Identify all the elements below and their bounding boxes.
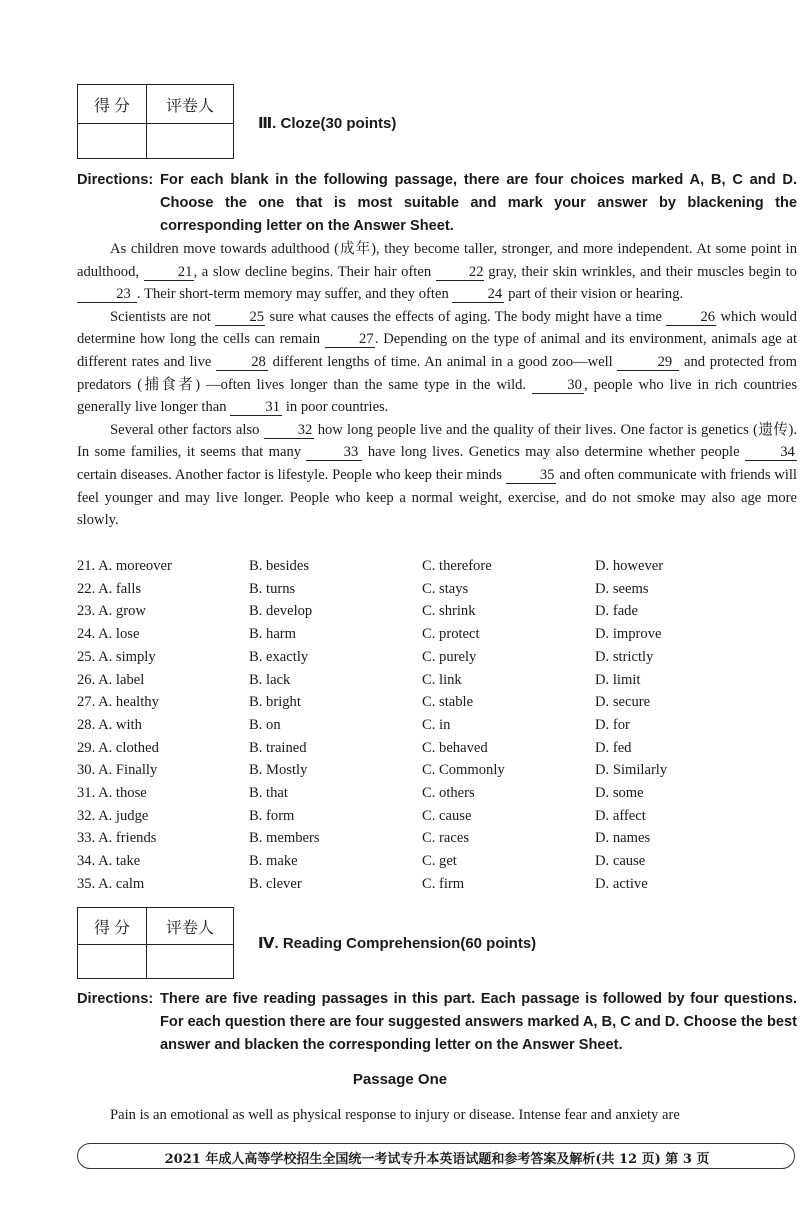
option-choice: 22. A. falls <box>77 580 142 597</box>
option-choice: B. harm <box>249 626 297 643</box>
option-row <box>77 669 797 691</box>
directions-text-2: There are five reading passages in this part. Each passage is followed by four questions. For each question there are four suggested answers marked A, B, C and D. Choose the best answer and blacken the corresponding letter on the Answer Sheet. <box>160 991 797 1053</box>
option-choice: C. protect <box>422 626 480 643</box>
option-choice: B. develop <box>249 603 313 620</box>
option-choice: D. fade <box>595 603 638 620</box>
option-choice: C. therefore <box>422 558 492 574</box>
option-choice: 26. A. label <box>77 671 145 688</box>
option-choice: D. cause <box>595 853 646 870</box>
option-choice: B. make <box>249 853 298 870</box>
option-choice: 35. A. calm <box>77 875 145 892</box>
option-choice: 31. A. those <box>77 785 147 801</box>
option-choice: C. behaved <box>422 739 488 756</box>
blank-21: 21 <box>144 264 194 281</box>
option-choice: D. limit <box>595 671 641 688</box>
blank-32: 32 <box>264 422 314 439</box>
option-choice: C. stays <box>422 580 469 597</box>
option-choice: D. improve <box>595 626 662 643</box>
blank-28: 28 <box>216 354 268 371</box>
score-box <box>77 84 234 159</box>
option-row <box>77 737 797 759</box>
option-choice: D. affect <box>595 807 646 824</box>
option-row <box>77 782 797 804</box>
cloze-passage <box>77 238 797 532</box>
option-choice: C. cause <box>422 807 472 824</box>
option-choice: B. on <box>249 716 281 733</box>
option-choice: 32. A. judge <box>77 807 149 824</box>
option-choice: 28. A. with <box>77 716 142 733</box>
blank-30: 30 <box>532 377 584 394</box>
option-choice: D. for <box>595 716 630 733</box>
option-choice: C. races <box>422 830 470 847</box>
blank-31: 31 <box>230 399 282 416</box>
option-choice: B. besides <box>249 558 309 574</box>
option-choice: B. clever <box>249 875 302 892</box>
option-choice: 27. A. healthy <box>77 694 159 711</box>
blank-26: 26 <box>666 309 716 326</box>
option-choice: D. fed <box>595 739 632 756</box>
footer-text: 2021 年成人高等学校招生全国统一考试专升本英语试题和参考答案及解析(共 12 页) 第 3 页 <box>164 1152 710 1167</box>
blank-23: 23 <box>77 286 137 303</box>
option-row <box>77 691 797 713</box>
blank-24: 24 <box>452 286 504 303</box>
option-choice: D. however <box>595 558 664 574</box>
option-choice: C. link <box>422 671 462 688</box>
section-4-title: Ⅳ. Reading Comprehension(60 points) <box>258 935 537 952</box>
option-choice: D. active <box>595 875 648 892</box>
score-cell-2 <box>78 945 147 979</box>
option-choice: D. seems <box>595 580 649 597</box>
option-choice: B. turns <box>249 580 296 597</box>
option-choice: D. some <box>595 785 644 801</box>
blank-25: 25 <box>215 309 265 326</box>
blank-34: 34 <box>745 444 797 461</box>
option-row <box>77 578 797 600</box>
option-row <box>77 646 797 668</box>
score-label-2: 得 分 <box>78 908 147 945</box>
option-row <box>77 555 797 577</box>
option-choice: C. purely <box>422 648 477 665</box>
option-row <box>77 827 797 849</box>
blank-29: 29 <box>617 354 679 371</box>
option-row <box>77 600 797 622</box>
option-choice: C. in <box>422 716 451 733</box>
option-choice: B. trained <box>249 739 307 756</box>
option-choice: D. Similarly <box>595 762 668 779</box>
blank-35: 35 <box>506 467 556 484</box>
option-choice: B. that <box>249 785 288 801</box>
option-choice: 23. A. grow <box>77 603 146 620</box>
paragraph-3: Several other factors also 32 how long people live and the quality of their lives. One factor is genetics (遗传). In some families, it seems that many 33 have long lives. Genetics may also determine whether people 34 certain diseases. Another factor is lifestyle. People who keep their minds 35 and often communicate with friends will feel younger and may live longer. People who keep a normal weight, exercise, and do not smoke may also age more slowly. <box>77 421 798 529</box>
option-choice: 33. A. friends <box>77 830 157 847</box>
option-choice: D. secure <box>595 694 651 711</box>
paragraph-2: Scientists are not 25 sure what causes the effects of aging. The body might have a time 26 which would determine how long the cells can remain 27. Depending on the type of animal and its environment, animals age at different rates and live 28 different lengths of time. An animal in a good zoo—well 29 and protected from predators (捕食者) —often lives longer than the same type in the wild. 30 , people who live in rich countries generally live longer than 31 in poor countries. <box>77 308 798 416</box>
option-row <box>77 714 797 736</box>
score-cell <box>78 124 147 159</box>
passage-one-title: Passage One <box>352 1071 448 1088</box>
option-choice: 30. A. Finally <box>77 762 158 779</box>
option-row <box>77 805 797 827</box>
option-choice: B. members <box>249 830 320 847</box>
option-row <box>77 623 797 645</box>
section-4-directions <box>77 988 797 1060</box>
option-choice: C. firm <box>422 875 465 892</box>
option-choice: B. exactly <box>249 648 309 665</box>
option-row <box>77 850 797 872</box>
grader-label: 评卷人 <box>147 85 234 124</box>
option-choice: B. Mostly <box>249 762 308 779</box>
paragraph-1: As children move towards adulthood (成年), they become taller, stronger, and more independent. At some point in adulthood, 21, a slow decline begins. Their hair often 22 gray, their skin wrinkles, and their muscles begin to 23 . Their short-term memory may suffer, and they often 24 part of their vision or hearing. <box>77 241 797 303</box>
option-choice: C. others <box>422 785 475 801</box>
grader-cell <box>147 124 234 159</box>
directions-label-2: Directions: <box>77 991 154 1007</box>
directions-label: Directions: <box>77 172 154 188</box>
option-row <box>77 873 797 895</box>
option-choice: D. strictly <box>595 648 654 665</box>
option-choice: 21. A. moreover <box>77 558 172 574</box>
directions-text: For each blank in the following passage, there are four choices marked A, B, C and D. Choose the one that is most suitable and mark your answer by blackening the corresponding letter on the Answer Sheet. <box>160 172 797 234</box>
blank-27: 27 <box>325 331 375 348</box>
score-box-2 <box>77 907 234 979</box>
blank-22: 22 <box>436 264 484 281</box>
section-3-title: Ⅲ. Cloze(30 points) <box>258 115 397 132</box>
option-choice: B. form <box>249 807 295 824</box>
option-choice: 34. A. take <box>77 853 141 870</box>
blank-33: 33 <box>306 444 362 461</box>
option-choice: 25. A. simply <box>77 648 156 665</box>
option-choice: 29. A. clothed <box>77 739 159 756</box>
grader-label-2: 评卷人 <box>147 908 234 945</box>
option-row <box>77 759 797 781</box>
option-choice: C. shrink <box>422 603 476 620</box>
grader-cell-2 <box>147 945 234 979</box>
option-choice: C. stable <box>422 694 474 711</box>
option-choice: C. get <box>422 853 457 870</box>
option-choice: B. lack <box>249 671 291 688</box>
option-choice: C. Commonly <box>422 762 505 779</box>
score-label: 得 分 <box>78 85 147 124</box>
section-3-directions <box>77 169 797 241</box>
option-choice: 24. A. lose <box>77 626 140 643</box>
option-choice: D. names <box>595 830 651 847</box>
options-list <box>77 555 797 895</box>
option-choice: B. bright <box>249 694 301 711</box>
passage-one-start: Pain is an emotional as well as physical response to injury or disease. Intense fear and anxiety are <box>110 1107 680 1123</box>
